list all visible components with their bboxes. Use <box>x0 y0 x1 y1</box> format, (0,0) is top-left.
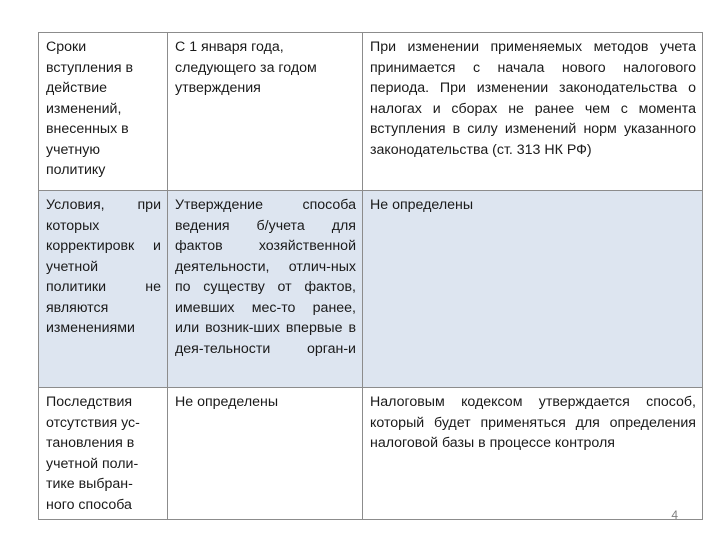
table-cell <box>363 388 703 520</box>
table-cell <box>363 191 703 388</box>
cell-text: Сроки вступления в действие изменений, внесенных в учетную политику <box>46 39 133 178</box>
table-cell <box>39 191 168 388</box>
cell-text: При изменении применяемых методов учета принимается с начала нового налогового периода. При изменении законодательства о налогах и сборах не ранее чем с момента вступления в силу изменений норм указанного законодательства (ст. 313 НК РФ) <box>370 39 696 158</box>
cell-text: Не определены <box>370 197 474 213</box>
table-cell <box>363 33 703 191</box>
cell-text: Условия, при которых корректировк и учетной политики не являются изменениями <box>46 197 161 336</box>
table-cell <box>39 33 168 191</box>
page-number: 4 <box>671 508 678 522</box>
table-cell <box>168 388 363 520</box>
table-cell <box>168 191 363 388</box>
cell-text: Налоговым кодексом утверждается способ, который будет применяться для определения налоговой базы в процессе контроля <box>370 394 696 451</box>
comparison-table <box>38 32 703 520</box>
table-row <box>39 388 703 520</box>
cell-text: С 1 января года, следующего за годом утверждения <box>175 39 317 96</box>
table-row <box>39 191 703 388</box>
table-row <box>39 33 703 191</box>
cell-text: Утверждение способа ведения б/учета для фактов хозяйственной деятельности, отлич-ных по существу от фактов, имевших мес-то ранее, или возник-ших впервые в дея-тельности орган-и <box>175 197 356 357</box>
table-cell <box>39 388 168 520</box>
cell-text: Не определены <box>175 394 279 410</box>
table-cell <box>168 33 363 191</box>
cell-text: Последствия отсутствия ус-тановления в учетной поли-тике выбран-ного способа <box>46 394 140 513</box>
